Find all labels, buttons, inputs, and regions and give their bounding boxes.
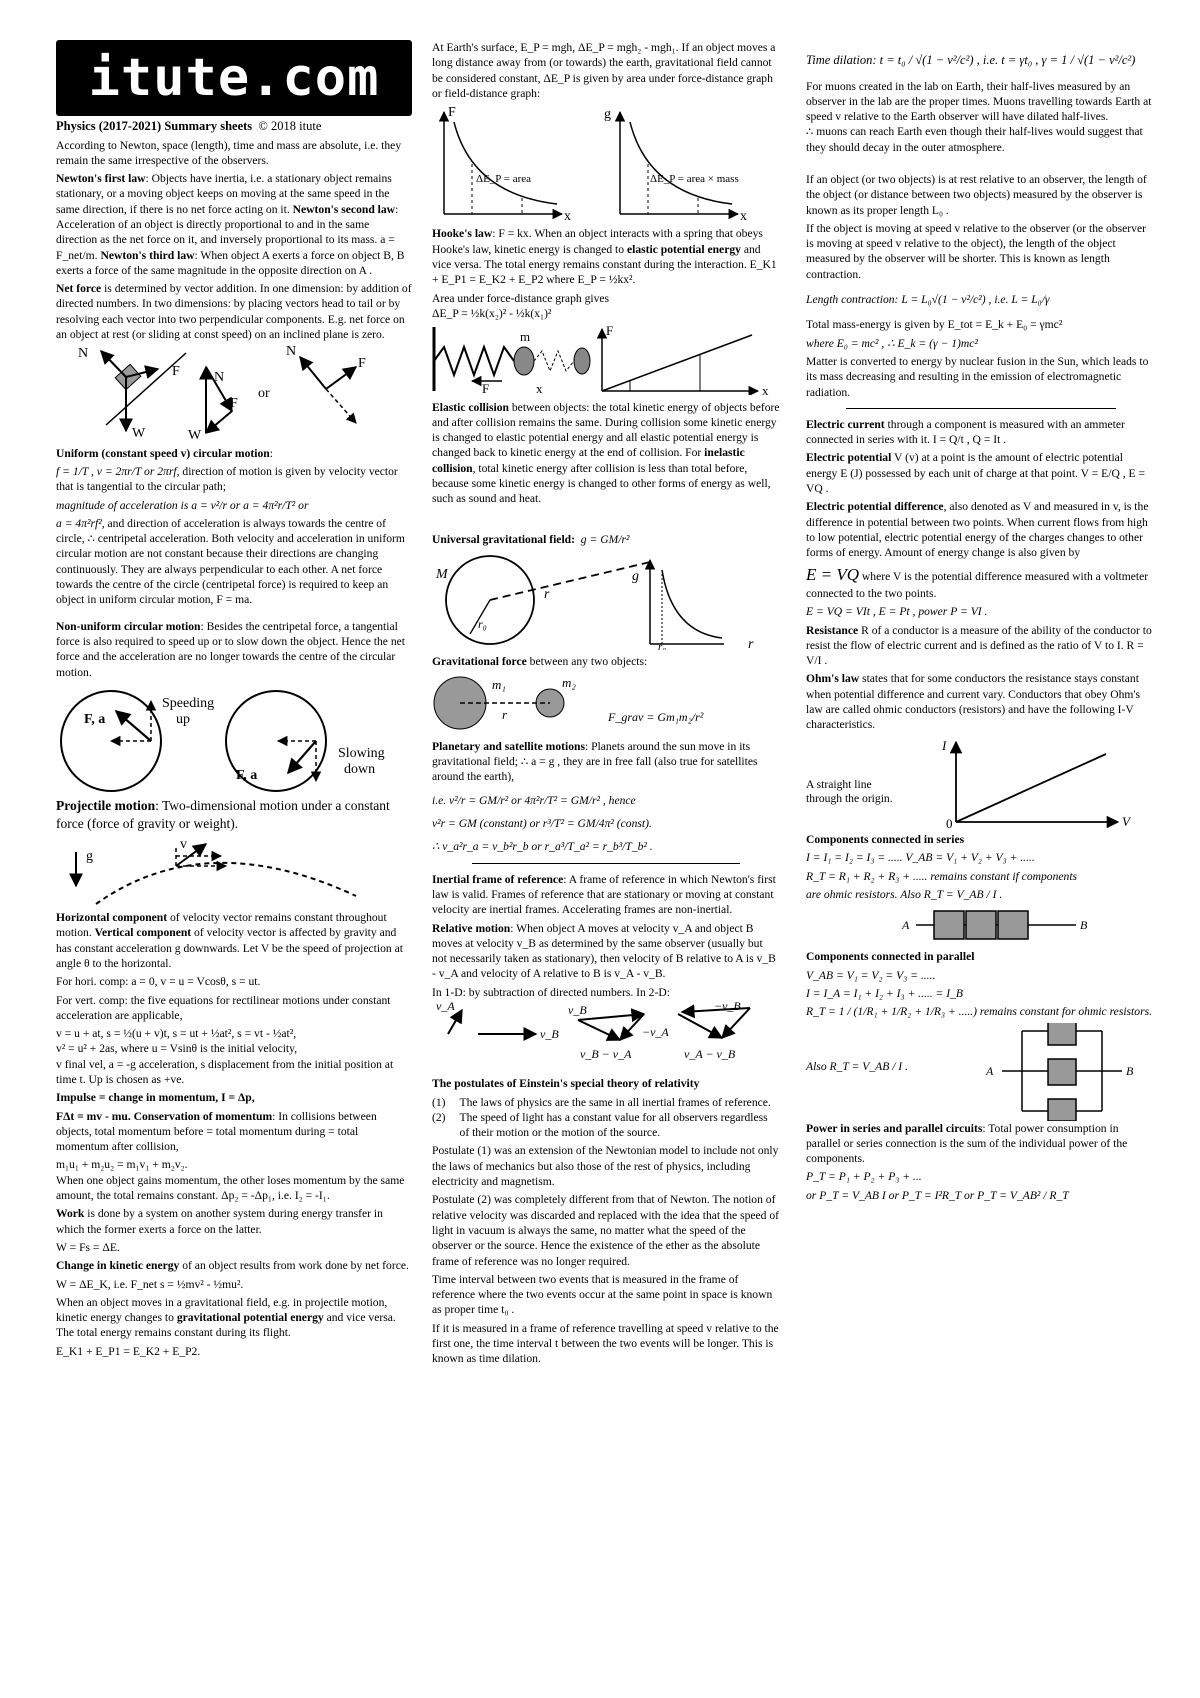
fdt-title: FΔt = mv - mu. Conservation of momentum [56, 1109, 273, 1123]
impulse: Impulse = change in momentum, I = Δp, [56, 1091, 255, 1105]
pd-text-2 [806, 564, 1156, 602]
par-eq1: V_AB = V₁ = V₂ = V₃ = ..... [806, 968, 936, 982]
work-text [56, 1206, 412, 1237]
post-text-1: Postulate (1) was an extension of the Newtonian model to include not only the laws of mechanics but also those of the rest of physics, including electricity and magnetism. [432, 1144, 779, 1189]
rv-vb-1: v_B [540, 1026, 559, 1041]
inelastic-body: , total kinetic energy after collision is less than total before, because some kinetic energy is changed to other forms of energy as well, such as sound and heat. [432, 461, 771, 506]
proper-length: If an object (or two objects) is at rest relative to an observer, the length of the object (or distance between two objects) measured by the observer is known as its proper length L₀ . [806, 172, 1147, 217]
post1-text: The laws of physics are the same in all inertial frames of reference. [459, 1095, 771, 1109]
inertial-title: Inertial frame of reference [432, 872, 564, 886]
circ-text [56, 516, 412, 608]
circ-eq1-text: , direction of motion is given by velocity vector that is tangential to the circular path; [56, 464, 398, 494]
pot-body: V (v) at a point is the amount of electric potential energy E (J) possessed by each unit of charge at that point. V = E/Q , E = VQ . [806, 451, 1146, 496]
proj-text [56, 797, 412, 833]
rv-vbva: v_B − v_A [580, 1046, 632, 1061]
circ-title-line: Uniform (constant speed v) circular motion: [56, 446, 273, 460]
gf-m-label: M [436, 566, 448, 582]
slowing-label: Slowing [338, 745, 385, 761]
parallel-block [806, 1023, 1156, 1121]
gforce-body: between any two objects: [526, 655, 648, 669]
grav-eq: E_K1 + E_P1 = E_K2 + E_P2. [56, 1344, 201, 1358]
gforce-title: Gravitational force [432, 655, 527, 669]
up-label: up [176, 711, 190, 727]
elastic-title: Elastic collision [432, 400, 509, 414]
graph1-x: x [564, 209, 571, 223]
five-eq3: v final vel, a = -g acceleration, s displacement from the initial position at time t. Up is chosen as +ve. [56, 1057, 394, 1086]
down-label: down [344, 761, 376, 777]
spring-x-label: x [536, 381, 543, 396]
rv-nva: −v_A [642, 1024, 669, 1039]
iv-v-label: V [1122, 813, 1130, 828]
par-eq4: Also R_T = V_AB / I . [806, 1059, 908, 1073]
triangle-w-label: W [188, 428, 202, 442]
hori-comp: For hori. comp: a = 0, v = u = Vcosθ, s = ut. [56, 975, 261, 989]
hooke-body-2: and vice versa. The total energy remains constant during the interaction. E_K1 + E_P1 = E_K2 + E_P2 where E_P = ½kx². [432, 242, 777, 287]
power-body: : Total power consumption in parallel or series connection is the sum of the individual power of the components. [806, 1121, 1128, 1166]
grav-body: When an object moves in a gravitational field, e.g. in projectile motion, kinetic energy changes to [56, 1295, 388, 1325]
work-title: Work [56, 1207, 85, 1221]
res-title: Resistance [806, 623, 859, 637]
circ-eq2: magnitude of acceleration is a = v²/r or a = 4π²r/T² or [56, 498, 309, 512]
parallel-circuit [982, 1023, 1156, 1121]
incline-diagram [56, 345, 412, 441]
kepler1: i.e. v²/r = GM/r² or 4π²r/T² = GM/r² , hence [432, 793, 636, 807]
rv-vb-2: v_B [568, 1002, 587, 1017]
time-dilation-eq: Time dilation: t = t₀ / √(1 − v²/c²) , i.e. t = γt₀ , γ = 1 / √(1 − v²/c²) [806, 53, 1136, 67]
series-title: Components connected in series [806, 832, 965, 846]
post1-num: (1) [432, 1095, 446, 1109]
horiz-body: of velocity vector remains constant throughout motion. [56, 911, 387, 940]
graph1-label: ΔE_P = area [476, 173, 532, 186]
gf-r0-label: r₀ [478, 616, 487, 631]
graph3-x: x [762, 383, 769, 396]
newton-space-text: According to Newton, space (length), time and mass are absolute, i.e. they remain the same irrespective of the observers. [56, 138, 402, 167]
gf-r0b-label: r₀ [658, 640, 667, 650]
current-body: through a component is measured with an ammeter connected in series with it. I = Q/t , Q = It . [806, 417, 1125, 447]
hooke-text [432, 226, 780, 287]
mom-text: When one object gains momentum, the other loses momentum by the same amount, the total remains constant. Δp₂ = -Δp₁, i.e. I₂ = -I₁. [56, 1173, 405, 1203]
spring-m-label: m [520, 329, 531, 345]
ugf-title: Universal gravitational field: [432, 532, 575, 546]
second-law-title: Newton's second law [292, 202, 396, 216]
postulates-title: The postulates of Einstein's special theory of relativity [432, 1077, 700, 1091]
series-circuit [806, 905, 1156, 945]
gpe-title: gravitational potential energy [176, 1311, 324, 1325]
second-law-text: : Acceleration of an object is directly proportional to and in the same direction as the net force on it, and inversely proportional to its mass. a = F_net/m. [56, 202, 399, 262]
hooke-title: Hooke's law [432, 227, 493, 241]
lc-eq: Length contraction: L = L₀√(1 − v²/c²) , i.e. L = L₀/γ [806, 293, 1050, 307]
ke-eq: W = ΔE_K, i.e. F_net s = ½mv² - ½mu². [56, 1277, 244, 1291]
horiz-title: Horizontal component [56, 911, 168, 925]
parallel-title: Components connected in parallel [806, 950, 975, 964]
power-text [806, 1121, 1156, 1167]
triangle-n-label: N [214, 370, 225, 386]
proj-v-label: v [180, 836, 187, 852]
graph2-label: ΔE_P = area × mass [650, 173, 739, 186]
graph1-y: F [448, 105, 456, 121]
or-label: or [258, 386, 270, 402]
page-header [56, 118, 412, 135]
mass-energy: Total mass-energy is given by E_tot = E_k + E₀ = γmc² [806, 318, 1063, 332]
projectile-diagram [56, 836, 412, 906]
pt-eq2: or P_T = V_AB I or P_T = I²R_T or P_T = V_AB² / R_T [806, 1188, 1069, 1202]
ohm-title: Ohm's law [806, 672, 860, 686]
divider-2 [846, 408, 1116, 409]
five-eq1: v = u + at, s = ½(u + v)t, s = ut + ½at², s = vt - ½at², [56, 1027, 297, 1041]
grav-text [56, 1295, 412, 1341]
incline-n-label: N [78, 346, 89, 362]
noncirc-body: : Besides the centripetal force, a tangential force is also required to speed up or to slow down the object. Hence the net force and the acceleration are no longer towards the centre of the circular motion. [56, 619, 405, 679]
pd-body: , also denoted as V and measured in v, is the difference in potential between two points. When current flows from high to low potential, electric potential energy of the charges changes to other forms of energy. Amount of energy change is also given by [806, 500, 1149, 560]
column-2 [432, 40, 780, 1370]
pd-body-2: where V is the potential difference measured with a voltmeter connected to the two points. [806, 569, 1149, 600]
first-law-title: Newton's first law [56, 172, 146, 186]
third-law-text: : When object A exerts a force on object B, B exerts a force of the same magnitude in the opposite direction on A . [56, 248, 405, 277]
iv-line1: A straight line [806, 777, 872, 791]
first-law-text: : Objects have inertia, i.e. a stationary object remains stationary, or a moving object keeps on moving at the same speed in the same direction, if there is no net force acting on it. [56, 172, 392, 216]
vert-body: of velocity vector is affected by gravity and has constant acceleration g downwards. Let V be the speed of projection at angle θ to the horizontal. [56, 926, 403, 970]
par-b: B [1126, 1063, 1134, 1078]
rv-vavb: v_A − v_B [684, 1046, 736, 1061]
rel-body: : When object A moves at velocity v_A and object B moves at velocity v_B as determined by the same observer (usually but not necessarily taken as stationary), then velocity of B relative to A is v_B - v_A and velocity of A relative to B is v_A - v_B. [432, 921, 776, 981]
iv-graph [806, 736, 1156, 828]
incline-f-label: F [172, 364, 180, 380]
area-eq: ΔE_P = ½k(x₂)² - ½k(x₁)² [432, 306, 552, 320]
par-eq3: R_T = 1 / (1/R₁ + 1/R₂ + 1/R₃ + .....) remains constant for ohmic resistors. [806, 1005, 1153, 1019]
rv-va-1: v_A [436, 999, 455, 1013]
proj-body: : Two-dimensional motion under a constant force (force of gravity or weight). [56, 798, 390, 831]
iv-line2: through the origin. [806, 791, 893, 805]
spring-f-label: F [482, 381, 490, 396]
gforce-r-label: r [502, 706, 508, 722]
planet-text [432, 739, 780, 785]
muons-1: For muons created in the lab on Earth, their half-lives measured by an observer in the lab are the proper times. Muons travelling towards Earth at speed v relative to the Earth observer will have dilated half-lives. [806, 79, 1152, 124]
graph3-y: F [606, 323, 614, 339]
power-title: Power in series and parallel circuits [806, 1121, 983, 1135]
ohm-body: states that for some conductors the resistance stays constant when potential difference and current vary. Conductors that obey Ohm's law are called ohmic conductors (resistors) and have the following I-V characteristics. [806, 672, 1141, 732]
rel-text-2: In 1-D: by subtraction of directed numbers. In 2-D: [432, 985, 670, 999]
iv-origin-label: 0 [946, 815, 953, 828]
circ-body: , and direction of acceleration is always towards the centre of circle, ∴ centripetal acceleration. Both velocity and acceleration in uniform circular motion are not constant because their directions are changing continuously. They are always perpendicular to each other. A net force towards the centre of the circle (centripetal force) is required to keep an object in uniform circular motion, F = ma. [56, 516, 405, 607]
elastic-body: between objects: the total kinetic energy of objects before and after collision remains the same. During collision some kinetic energy is changed to elastic potential energy and all elastic potential energy is changed back to kinetic energy at the end of collision. For [432, 400, 780, 460]
series-eq3: are ohmic resistors. Also R_T = V_AB / I . [806, 887, 1003, 901]
kepler3: ∴ v_a²r_a = v_b²r_b or r_a³/T_a² = r_b³/T_b² . [432, 840, 653, 854]
proj-title: Projectile motion [56, 798, 156, 814]
ohm-text [806, 671, 1156, 732]
m1-label: m₁ [492, 676, 506, 692]
gf-g-label: g [632, 568, 639, 584]
speeding-label: Speeding [162, 695, 215, 711]
rel-text [432, 921, 780, 982]
fa-label-2: F, a [236, 767, 258, 783]
x1-label [624, 394, 634, 395]
gforce-text [432, 654, 780, 669]
iv-i-label: I [942, 737, 947, 753]
muons-2: ∴ muons can reach Earth even though their half-lives would suggest that they should decay in the outer atmosphere. [806, 125, 1143, 154]
res-text [806, 623, 1156, 669]
current-title: Electric current [806, 417, 885, 431]
relative-velocity-diagram [432, 1000, 780, 1064]
post2-num: (2) [432, 1110, 446, 1124]
pd-title: Electric potential difference [806, 500, 944, 514]
divider [472, 863, 740, 864]
triangle-f-label: F [230, 396, 238, 412]
par-a: A [986, 1063, 994, 1078]
series-a: A [902, 918, 910, 933]
horiz-text [56, 910, 412, 971]
five-eq2: v² = u² + 2as, where u = Vsinθ is the initial velocity, [56, 1042, 298, 1056]
fa-label-1: F, a [84, 711, 106, 727]
noncirc-text [56, 619, 412, 680]
pd-text [806, 499, 1156, 560]
gf-rb-label: r [748, 636, 754, 650]
newton-laws [56, 171, 412, 278]
pot-title: Electric potential [806, 451, 892, 465]
x2-label [694, 394, 704, 395]
fusion: Matter is converted to energy by nuclear fusion in the Sun, which leads to its mass decreasing and resulting in the emission of electromagnetic radiation. [806, 354, 1149, 399]
pot-text [806, 450, 1156, 496]
elastic-text [432, 400, 780, 507]
earth-text: At Earth's surface, E_P = mgh, ΔE_P = mgh₂ - mgh₁. If an object moves a long distance away from (or towards) the earth, gravitational field cannot be considered constant, ΔE_P is given by area under force-distance graph or field-distance graph: [432, 41, 776, 100]
inelastic-title: inelastic collision [432, 446, 745, 475]
m2-label: m₂ [562, 674, 576, 690]
vert-comp: For vert. comp: the five equations for rectilinear motions under constant acceleration are applicable, [56, 993, 391, 1022]
series-eq2: R_T = R₁ + R₂ + R₃ + ..... remains constant if components [806, 869, 1078, 883]
net-force-body: is determined by vector addition. In one dimension: by addition of directed numbers. In two dimensions: by placing vectors head to tail or by resolving each vector into two perpendicular components. E.g. net force on an object at rest (or sliding at const speed) on an inclined plane is zero. [56, 282, 412, 342]
circular-motion-diagram [56, 683, 412, 793]
fb-f-label: F [358, 356, 366, 372]
epe-title: elastic potential energy [626, 242, 741, 256]
circ-title: Uniform (constant speed v) circular motion [56, 446, 270, 460]
circ-eq1 [56, 464, 412, 495]
copyright: © 2018 itute [258, 119, 322, 133]
series-b: B [1080, 918, 1088, 933]
ugf-eq: g = GM/r² [580, 532, 630, 546]
column-3 [806, 52, 1156, 1206]
rel-title: Relative motion [432, 921, 511, 935]
postulate-2 [432, 1110, 780, 1141]
grav-field-diagram [432, 550, 780, 650]
hooke-body: : F = kx. When an object interacts with a spring that obeys Hooke's law, kinetic energy is changed to [432, 227, 763, 256]
noncirc-title: Non-uniform circular motion [56, 619, 201, 633]
postulate-1 [432, 1095, 780, 1110]
power-eqs: E = VQ = VIt , E = Pt , power P = VI . [806, 605, 988, 619]
inertial-body: : A frame of reference in which Newton's first law is valid. Frames of reference that are stationary or moving at constant velocity are inertial frames. Accelerating frames are non-inertial. [432, 872, 776, 917]
grav-body-2: and vice versa. The total energy remains constant during its flight. [56, 1311, 396, 1340]
post-text-2: Postulate (2) was completely different from that of Newton. The notion of relative velocity was discarded and replaced with the idea that the speed of light in vacuum is always the same, no matter what the speed of the observer or the source. Hence the existence of the ether as the absolute frame of reference was no longer required. [432, 1193, 780, 1268]
mass-energy-2: where E₀ = mc² , ∴ E_k = (γ − 1)mc² [806, 336, 978, 350]
fdt-text [56, 1109, 412, 1155]
fgrav-eq: F_grav = Gm₁m₂/r² [608, 709, 704, 724]
big-eq: E = VQ [806, 564, 860, 584]
dilation: If it is measured in a frame of reference travelling at speed v relative to the first one, the time interval t between the two events will be longer. This is known as time dilation. [432, 1321, 779, 1366]
gf-r-label: r [544, 586, 550, 602]
pt-eq1: P_T = P₁ + P₂ + P₃ + ... [806, 1170, 922, 1184]
page-title: Physics (2017-2021) Summary sheets [56, 119, 253, 133]
vert-title: Vertical component [94, 926, 192, 940]
length-text: If the object is moving at speed v relative to the observer (or the observer is moving at speed v relative to the object), the length of the object measured by the observer will be shorter. This is known as length contraction. [806, 221, 1146, 281]
column-1 [56, 40, 412, 1362]
ke-title: Change in kinetic energy [56, 1259, 180, 1273]
fb-n-label: N [286, 345, 297, 360]
proj-g-label: g [86, 848, 93, 864]
mom-eq: m₁u₁ + m₂u₂ = m₁v₁ + m₂v₂. [56, 1158, 188, 1172]
area-text: Area under force-distance graph gives [432, 291, 610, 305]
work-eq: W = Fs = ΔE. [56, 1240, 120, 1254]
current-text [806, 417, 1156, 448]
proper-time: Time interval between two events that is measured in the frame of reference where the two events occur at the same point in space is known as proper time t₀ . [432, 1272, 773, 1317]
grav-force-diagram [432, 673, 780, 735]
post2-text: The speed of light has a constant value for all observers regardless of their motion or the motion of the source. [459, 1110, 768, 1140]
spring-diagram [432, 321, 780, 395]
rv-nvb: −v_B [714, 999, 741, 1013]
fdt-body: : In collisions between objects, total momentum before = total momentum during = total momentum after collision, [56, 1109, 377, 1154]
energy-graphs [432, 104, 780, 222]
net-force-text [56, 281, 412, 342]
res-body: R of a conductor is a measure of the ability of the conductor to resist the flow of electric current and is defined as the ratio of V to I. R = V/I . [806, 623, 1152, 668]
graph2-y: g [604, 107, 611, 123]
net-force-title: Net force [56, 282, 102, 296]
kepler2: v²r = GM (constant) or r³/T² = GM/4π² (const). [432, 817, 652, 831]
ugf-line [432, 532, 780, 547]
par-eq2: I = I_A = I₁ + I₂ + I₃ + ..... = I_B [806, 987, 964, 1000]
incline-w-label: W [132, 426, 146, 442]
planet-body: : Planets around the sun move in its gravitational field; ∴ a = g , they are in free fall (also true for satellites around the earth), [432, 739, 758, 784]
planet-title: Planetary and satellite motions [432, 739, 585, 753]
inertial-text [432, 872, 780, 918]
logo-banner: itute.com [56, 40, 412, 116]
ke-body: of an object results from work done by net force. [179, 1259, 409, 1273]
third-law-title: Newton's third law [100, 248, 195, 262]
work-body: is done by a system on another system during energy transfer in which the former exerts a force on the latter. [56, 1207, 383, 1236]
circ-eq1-math: f = 1/T , v = 2πr/T or 2πrf [56, 464, 177, 478]
ke-text [56, 1258, 412, 1273]
circ-eq3: a = 4π²rf² [56, 516, 102, 530]
graph2-x: x [740, 209, 747, 223]
series-eq1: I = I₁ = I₂ = I₃ = ..... V_AB = V₁ + V₂ + V₃ + ..... [806, 851, 1035, 865]
